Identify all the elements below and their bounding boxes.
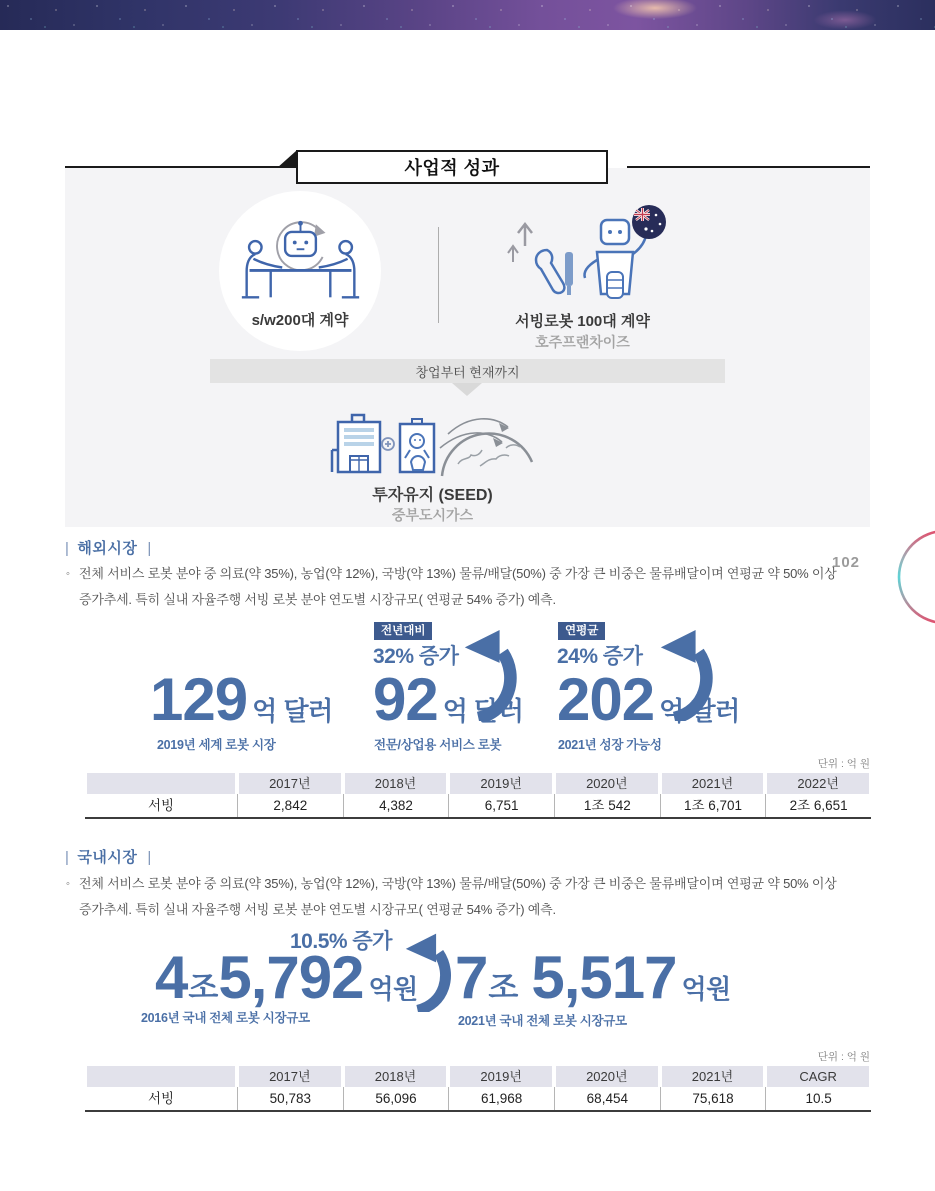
yoy-growth-label: 32% 증가 xyxy=(373,645,459,668)
serving-robot-flag-icon xyxy=(503,202,668,302)
overseas-body-line-1 xyxy=(66,561,866,587)
table-header-cell: 2018년 xyxy=(345,1066,447,1087)
overseas-section-heading xyxy=(65,537,152,558)
table-cell: 56,096 xyxy=(343,1087,449,1110)
stat-value: 129 xyxy=(150,666,248,733)
table-data-row xyxy=(85,1087,871,1112)
stat-unit: 억원 xyxy=(681,974,731,1004)
domestic-growth-label: 10.5% 증가 xyxy=(290,930,392,953)
stat-value: 4 xyxy=(155,944,188,1011)
heading-bar-left: | xyxy=(65,849,70,866)
bullet-icon: ◦ xyxy=(66,568,70,580)
stat-unit: 억원 xyxy=(368,974,418,1004)
table-header-cell: 2022년 xyxy=(767,773,869,794)
domestic-market-2021-caption: 2021년 국내 전체 로봇 시장규모 xyxy=(458,1014,627,1028)
domestic-market-2016-caption: 2016년 국내 전체 로봇 시장규모 xyxy=(141,1011,310,1025)
gas-company-sublabel: 중부도시가스 xyxy=(391,507,474,523)
table-cell: 1조 542 xyxy=(554,794,660,817)
page-title-text: 사업적 성과 xyxy=(404,158,500,178)
growth-arrow-icon xyxy=(655,627,713,721)
stat-value: 5,517 xyxy=(531,944,677,1011)
overseas-body-paragraph xyxy=(66,561,866,613)
cagr-badge: 연평균 xyxy=(558,622,605,640)
table-header-cell: 2019년 xyxy=(450,773,552,794)
decorative-arc xyxy=(884,512,935,642)
domestic-market-2016-stat xyxy=(155,944,418,1011)
domestic-body-text-2: 증가추세. 특히 실내 자율주행 서빙 로봇 분야 연도별 시장규모( 연평균 54% 증가) 예측. xyxy=(79,902,556,917)
table-header-cell: 2017년 xyxy=(239,1066,341,1087)
growth-arrow-icon xyxy=(459,627,517,721)
world-robot-market-stat xyxy=(150,666,333,733)
overseas-body-line-2 xyxy=(66,587,866,613)
investment-globe-icon xyxy=(330,410,535,480)
table-header-row xyxy=(85,1066,871,1087)
yoy-badge: 전년대비 xyxy=(374,622,432,640)
heading-bar-left: | xyxy=(65,540,70,557)
table-cell: 2,842 xyxy=(237,794,343,817)
domestic-body-line-2 xyxy=(66,897,866,923)
stat-value: 5,792 xyxy=(218,944,364,1011)
heading-bar-right: | xyxy=(147,849,152,866)
timeline-label: 창업부터 현재까지 xyxy=(415,364,520,380)
timeline-bar xyxy=(210,359,725,383)
table-cell: 4,382 xyxy=(343,794,449,817)
domestic-body-line-1 xyxy=(66,871,866,897)
table-cell: 75,618 xyxy=(660,1087,766,1110)
meeting-robot-icon xyxy=(238,206,363,304)
table-cell: 2조 6,651 xyxy=(765,794,871,817)
table-header-cell: 2017년 xyxy=(239,773,341,794)
table-header-cell: 2020년 xyxy=(556,773,658,794)
software-contract-label: s/w200대 계약 xyxy=(251,312,349,329)
table-header-row xyxy=(85,773,871,794)
serving-robot-contract-label: 서빙로봇 100대 계약 xyxy=(515,313,650,330)
table-header-cell: 2020년 xyxy=(556,1066,658,1087)
table-cell: 50,783 xyxy=(237,1087,343,1110)
table-cell: 6,751 xyxy=(448,794,554,817)
service-robot-caption: 전문/상업용 서비스 로봇 xyxy=(374,738,502,752)
stat-value: 7 xyxy=(455,944,488,1011)
table-cell: 68,454 xyxy=(554,1087,660,1110)
stat-trillion-unit: 조 xyxy=(488,970,518,1005)
table-header-cell: 2021년 xyxy=(662,773,764,794)
overseas-heading-text: 해외시장 xyxy=(77,540,138,557)
domestic-body-paragraph xyxy=(66,871,866,923)
australia-franchise-sublabel: 호주프랜차이즈 xyxy=(535,334,630,350)
stat-unit: 억 달러 xyxy=(442,696,524,726)
table-header-cell xyxy=(87,1066,235,1087)
stat-value: 202 xyxy=(557,666,655,733)
page-number: 102 xyxy=(832,554,861,571)
unit-note: 단위 : 억 원 xyxy=(817,1051,870,1063)
overseas-body-text-1: 전체 서비스 로봇 분야 중 의료(약 35%), 농업(약 12%), 국방(약 13%) 물류/배달(50%) 중 가장 큰 비중은 물류배달이며 연평균 약 50% 이상 xyxy=(79,566,837,581)
table-cell: 1조 6,701 xyxy=(660,794,766,817)
table-data-row xyxy=(85,794,871,819)
stat-value: 92 xyxy=(373,666,438,733)
galaxy-banner-image xyxy=(0,0,935,30)
stat-trillion-unit: 조 xyxy=(188,970,218,1005)
overseas-body-text-2: 증가추세. 특히 실내 자율주행 서빙 로봇 분야 연도별 시장규모( 연평균 54% 증가) 예측. xyxy=(79,592,556,607)
title-triangle-left xyxy=(277,151,296,168)
table-cell: 서빙 xyxy=(147,1091,175,1106)
domestic-body-text-1: 전체 서비스 로봇 분야 중 의료(약 35%), 농업(약 12%), 국방(약 13%) 물류/배달(50%) 중 가장 큰 비중은 물류배달이며 연평균 약 50% 이상 xyxy=(79,876,837,891)
cagr-growth-label: 24% 증가 xyxy=(557,645,643,668)
domestic-market-table xyxy=(85,1066,871,1112)
heading-bar-right: | xyxy=(147,540,152,557)
table-cell: 61,968 xyxy=(448,1087,554,1110)
table-header-cell: CAGR xyxy=(767,1066,869,1087)
domestic-heading-text: 국내시장 xyxy=(77,849,138,866)
table-cell: 서빙 xyxy=(147,798,175,813)
page-title xyxy=(296,150,608,184)
world-robot-market-caption: 2019년 세계 로봇 시장 xyxy=(157,738,276,752)
overseas-market-table xyxy=(85,773,871,819)
growth-potential-caption: 2021년 성장 가능성 xyxy=(558,738,662,752)
table-header-cell xyxy=(87,773,235,794)
stat-unit: 억 달러 xyxy=(659,696,740,726)
table-cell: 10.5 xyxy=(765,1087,871,1110)
hero-divider xyxy=(438,227,439,323)
table-header-cell: 2021년 xyxy=(662,1066,764,1087)
domestic-market-2021-stat xyxy=(455,944,731,1011)
domestic-section-heading xyxy=(65,846,152,867)
stat-unit: 억 달러 xyxy=(252,696,333,726)
table-header-cell: 2019년 xyxy=(450,1066,552,1087)
table-header-cell: 2018년 xyxy=(345,773,447,794)
unit-note: 단위 : 억 원 xyxy=(817,758,870,770)
bullet-icon: ◦ xyxy=(66,878,70,890)
seed-investment-label: 투자유지 (SEED) xyxy=(372,487,493,504)
